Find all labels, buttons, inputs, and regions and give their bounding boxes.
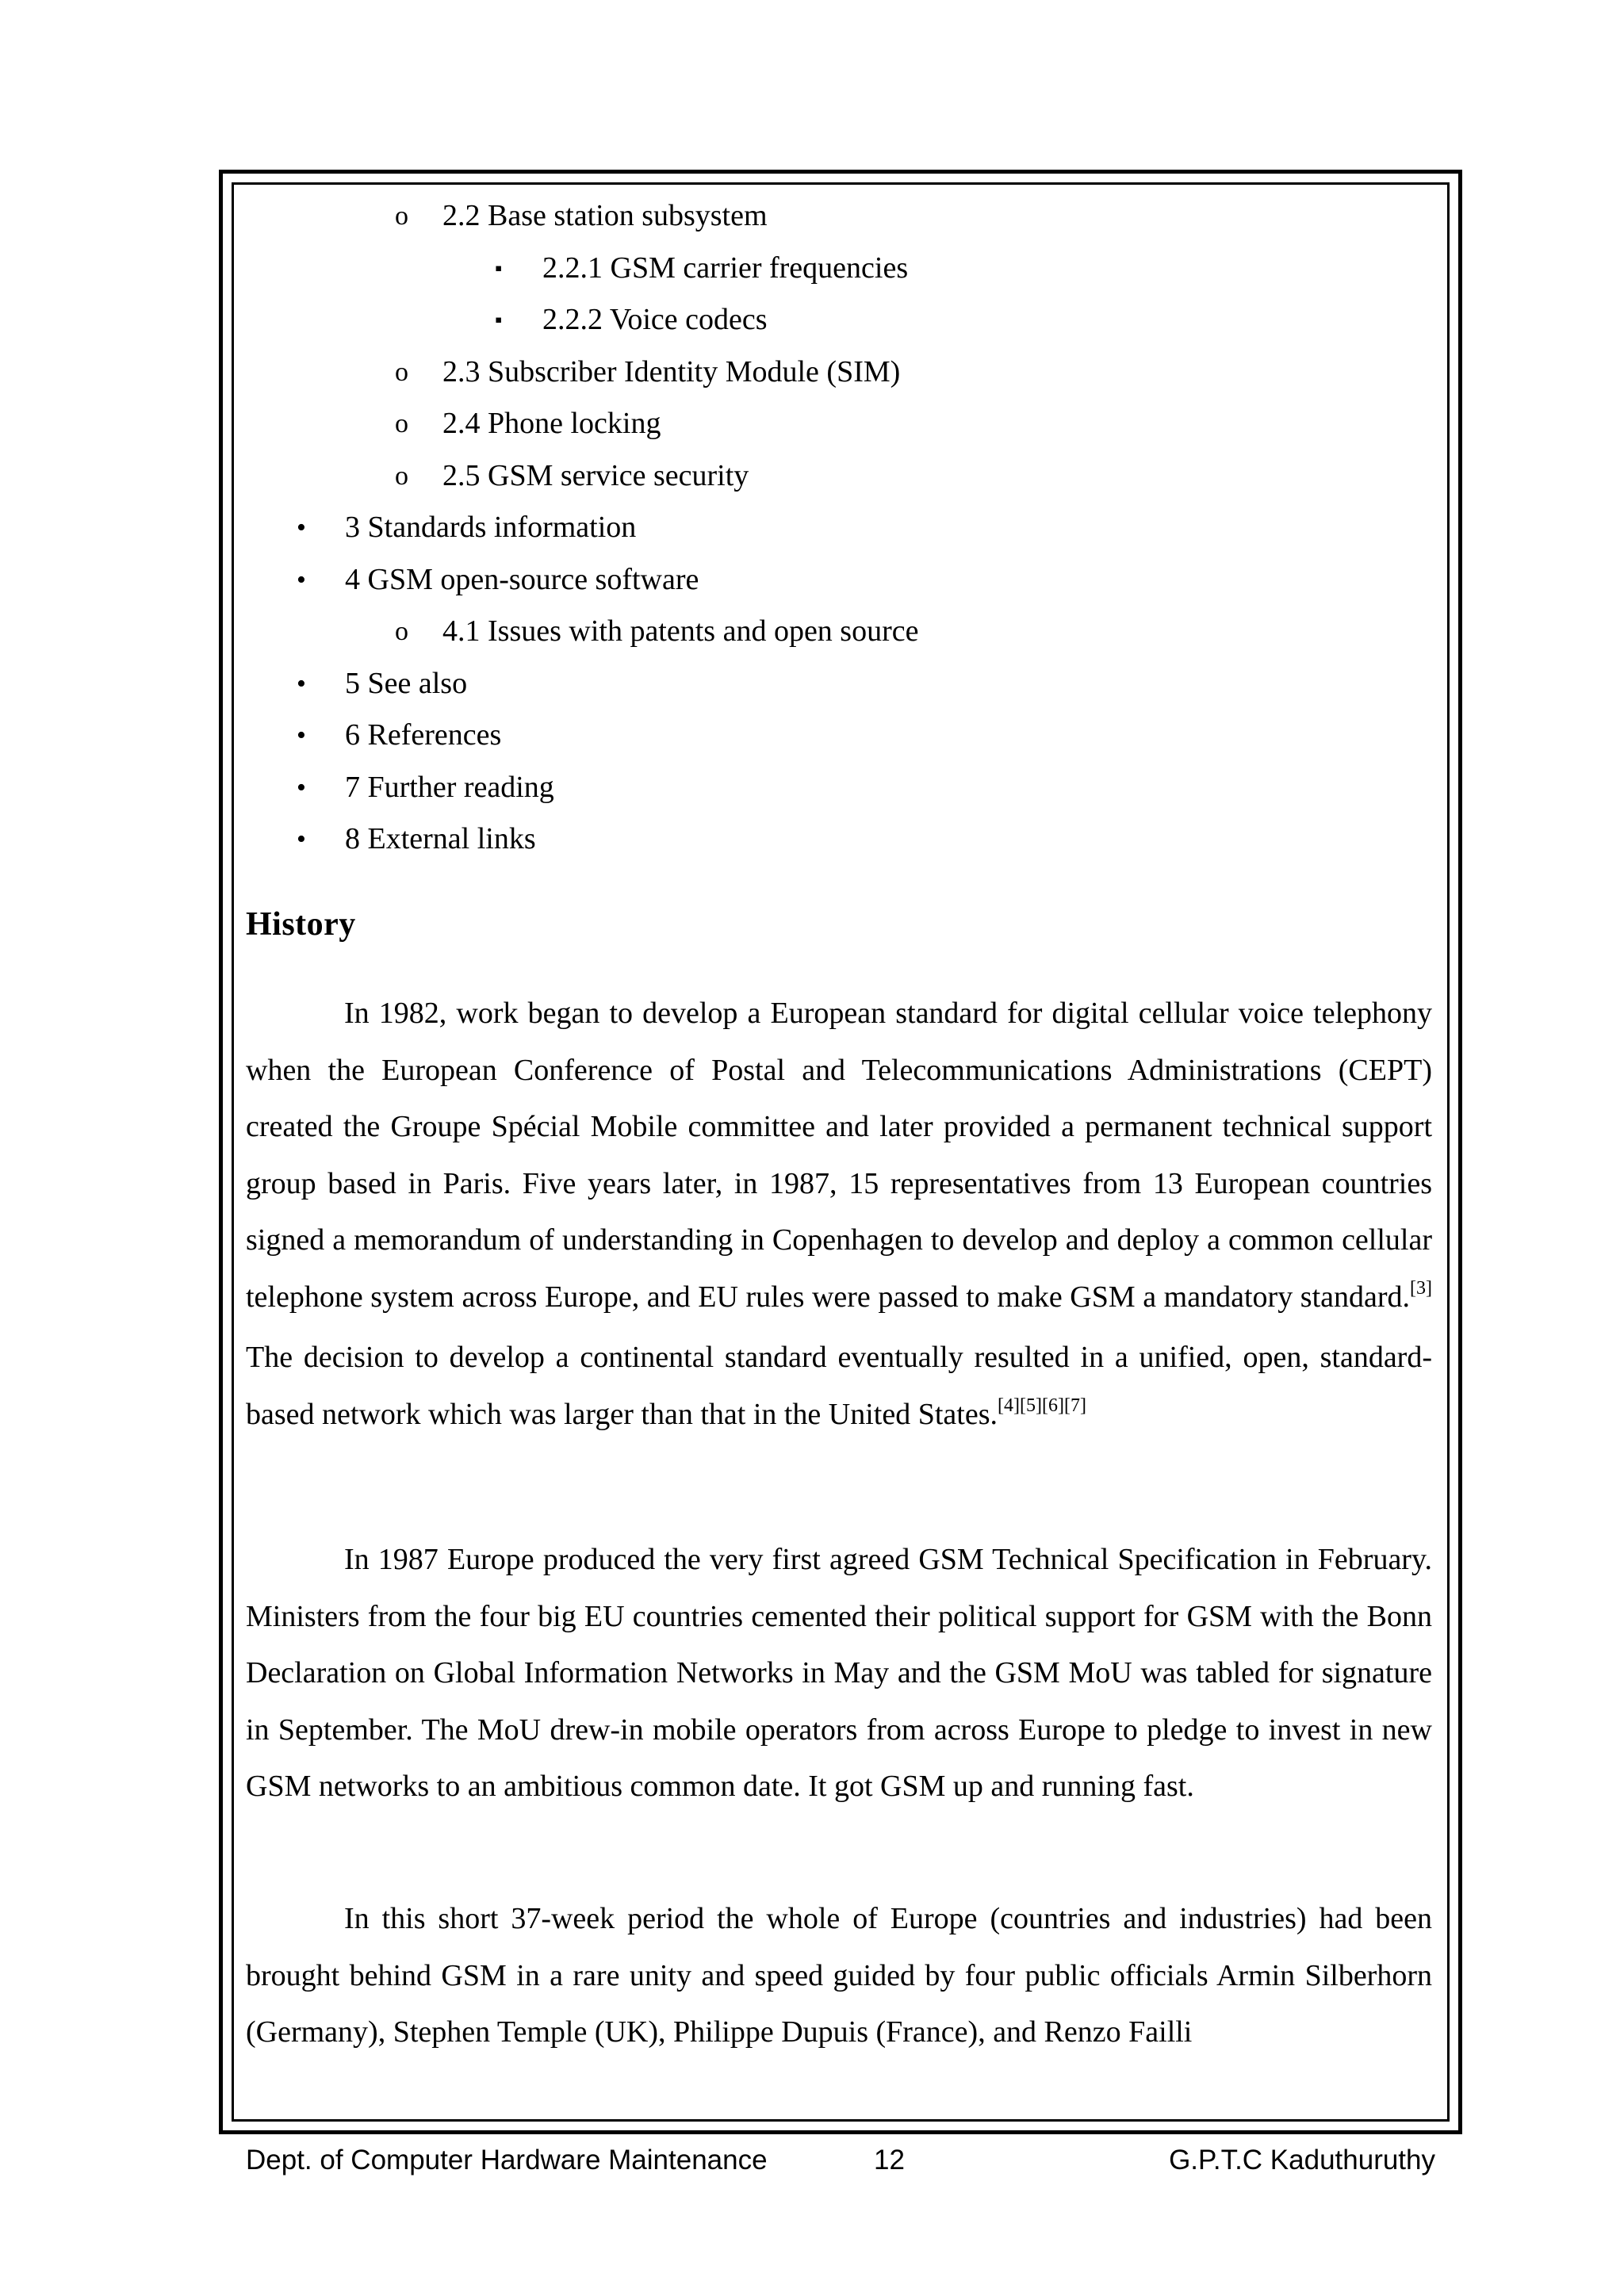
toc-item[interactable]	[246, 346, 1435, 399]
bullet-disc-icon: •	[297, 825, 306, 854]
toc-item-label: 6 References	[345, 718, 502, 752]
footer-institution: G.P.T.C Kaduthuruthy	[1169, 2145, 1435, 2175]
paragraph-3: In this short 37-week period the whole of Europe (countries and industries) had been brought behind GSM in a rare unity and speed guided by four public officials Armin Silberhorn (Germany), Stephen Temple (UK), Philippe Dupuis (France), and Renzo Failli	[246, 1902, 1432, 2049]
bullet-square-icon: ▪	[495, 256, 503, 280]
bullet-circle-icon: o	[395, 357, 408, 387]
toc-item[interactable]	[246, 294, 1435, 346]
toc-item-label: 2.2 Base station subsystem	[442, 199, 768, 232]
toc-item[interactable]	[246, 450, 1435, 503]
toc-item[interactable]	[246, 606, 1435, 658]
toc-item-label: 5 See also	[345, 666, 468, 700]
paragraph-1	[246, 985, 1432, 1447]
bullet-disc-icon: •	[297, 564, 306, 595]
bullet-disc-icon: •	[297, 772, 306, 802]
toc-item[interactable]	[246, 658, 1435, 710]
paragraph-1-text-cont: The decision to develop a continental standard eventually resulted in a unified, open, standard-based network which was larger than that in the United States.	[246, 1341, 1432, 1431]
toc-item[interactable]	[246, 813, 1435, 866]
page-footer	[246, 2145, 1435, 2184]
citation-ref[interactable]: [3]	[1410, 1277, 1432, 1299]
footer-department: Dept. of Computer Hardware Maintenance	[246, 2145, 768, 2175]
section-title: History	[246, 906, 356, 943]
toc-item[interactable]	[246, 398, 1435, 450]
toc-item[interactable]	[246, 190, 1435, 243]
toc-item[interactable]	[246, 502, 1435, 554]
toc-item-label: 2.2.2 Voice codecs	[542, 303, 768, 336]
toc-item-label: 2.4 Phone locking	[442, 407, 661, 440]
toc-item-label: 7 Further reading	[345, 770, 554, 804]
toc-item[interactable]	[246, 554, 1435, 607]
page-content	[246, 190, 1435, 2049]
bullet-circle-icon: o	[395, 201, 408, 231]
bullet-square-icon: ▪	[495, 308, 503, 331]
paragraph-2: In 1987 Europe produced the very first agreed GSM Technical Specification in February. Ministers from the four big EU countries cemented their political support for GSM with the Bonn Declaration on Global Information Networks in May and the GSM MoU was tabled for signature in September. The MoU drew-in mobile operators from across Europe to pledge to invest in new GSM networks to an ambitious common date. It got GSM up and running fast.	[246, 1543, 1432, 1803]
bullet-circle-icon: o	[395, 461, 408, 491]
toc-item[interactable]	[246, 243, 1435, 295]
toc-item[interactable]	[246, 762, 1435, 814]
bullet-circle-icon: o	[395, 409, 408, 438]
toc-item-label: 2.3 Subscriber Identity Module (SIM)	[442, 354, 901, 388]
bullet-circle-icon: o	[395, 617, 408, 646]
citation-ref[interactable]: [4][5][6][7]	[998, 1395, 1086, 1416]
toc-item-label: 4.1 Issues with patents and open source	[442, 614, 919, 648]
toc-item-label: 8 External links	[345, 822, 536, 855]
toc-item[interactable]	[246, 710, 1435, 762]
toc-item-label: 2.2.1 GSM carrier frequencies	[542, 251, 909, 285]
bullet-disc-icon: •	[297, 513, 306, 542]
toc-item-label: 2.5 GSM service security	[442, 458, 749, 492]
paragraph-1-text: In 1982, work began to develop a European standard for digital cellular voice telephony when the European Conference of Postal and Telecommunications Administrations (CEPT) created the Groupe Spécial Mobile committee and later provided a permanent technical support group based in Paris. Five years later, in 1987, 15 representatives from 13 European countries signed a memorandum of understanding in Copenhagen to develop and deploy a common cellular telephone system across Europe, and EU rules were passed to make GSM a mandatory standard.	[246, 997, 1432, 1314]
bullet-disc-icon: •	[297, 668, 306, 698]
page-number: 12	[874, 2145, 905, 2175]
table-of-contents	[246, 190, 1435, 866]
bullet-disc-icon: •	[297, 721, 306, 750]
toc-item-label: 4 GSM open-source software	[345, 562, 699, 596]
toc-item-label: 3 Standards information	[345, 511, 637, 544]
